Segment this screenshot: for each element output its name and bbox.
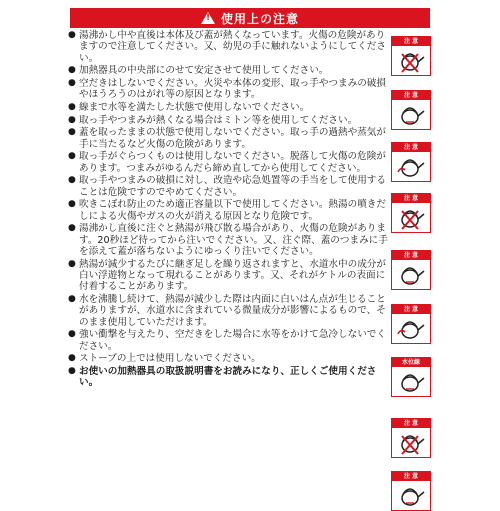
caution-item: ● 取っ手がぐらつくものは使用しないでください。脱落して火傷の危険があります。つまみがゆるんだら締め直してから使用してください。 [68,151,390,174]
page-title: 使用上の注意 [220,11,299,26]
warning-icon [201,12,215,24]
caution-item: ● お使いの加熱器具の取扱説明書をお読みになり、正しくご使用ください。 [68,366,390,389]
caution-pictogram [391,36,431,76]
pictogram-header: 注 意 [392,472,430,481]
caution-item: ● 水を沸騰し続けて、熱湯が減少した際は内面に白いはん点が生じることがありますが、水道水に含まれている微量成分が影響によるもので、そのまま使用していただけます。 [68,294,390,328]
caution-item: ● 取っ手やつまみが熱くなる場合はミトン等を使用してください。 [68,115,390,126]
caution-pictogram [391,418,431,458]
caution-item: ● 熱湯が減少するたびに継ぎ足しを繰り返されますと、水道水中の成分が白い浮遊物となって現れることがあります。又、それがケトルの表面に付着することがあります。 [68,259,390,293]
pictogram-header: 注 意 [392,143,430,152]
caution-item: ● 強い衝撃を与えたり、空だきをした場合に水等をかけて急冷しないでください。 [68,329,390,352]
kettle-icon [392,260,429,288]
hand-icon [392,152,429,180]
caution-pictogram [391,142,431,182]
pictogram-header: 注 意 [392,194,430,203]
caution-list [68,30,390,390]
caution-item: ● 湯沸かし中や直後は本体及び蓋が熱くなっています。火傷の危険がありますので注意してください。又、幼児の手に触れないようにしてください。 [68,30,390,64]
kettle-icon [392,481,429,509]
caution-item: ● 取っ手やつまみの破損に対し、改造や応急処置等の手当をして使用することは危険ですのでやめてください。 [68,175,390,198]
pictogram-header: 注 意 [392,419,430,428]
caution-item: ● 吹きこぼれ防止のため適正容量以下で使用してください。熱湯の噴きだしによる火傷やガスの火が消える原因となり危険です。 [68,199,390,222]
pictogram-header: 注 意 [392,37,430,46]
caution-item: ● 蓋を取ったままの状態で使用しないでください。取っ手の過熱や蒸気が手に当たるなど火傷の危険があります。 [68,127,390,150]
cross-icon [392,203,429,231]
caution-pictogram [391,357,431,397]
caution-item: ● 空だきはしないでください。火災や本体の変形、取っ手やつまみの破損やほうろうのはがれ等の原因となります。 [68,78,390,101]
caution-pictogram [391,304,431,344]
kettle-icon [392,100,429,128]
pictogram-header: 注 意 [392,251,430,260]
caution-pictogram [391,90,431,130]
cross-icon [392,46,429,74]
caution-pictogram [391,471,431,511]
pictogram-header: 水位線 [392,358,430,367]
caution-pictogram [391,193,431,233]
caution-item: ● 加熱器具の中央部にのせて安定させて使用してください。 [68,65,390,76]
pictogram-header: 注 意 [392,91,430,100]
caution-item: ● 線まで水等を満たした状態で使用しないでください。 [68,102,390,113]
caution-pictogram [391,250,431,290]
caution-item: ● ストーブの上では使用しないでください。 [68,353,390,364]
cross-icon [392,428,429,456]
hand-icon [392,314,429,342]
pictogram-header: 注 意 [392,305,430,314]
title-banner [70,8,430,28]
kettle-icon [392,367,429,395]
caution-item: ● 湯沸かし直後に注ぐと熱湯が飛び散る場合があり、火傷の危険があります。20秒ほど待ってから注いでください。又、注ぐ際、蓋のつまみに手を添えて蓋が落ちないようにゆっくり注いでください。 [68,223,390,257]
